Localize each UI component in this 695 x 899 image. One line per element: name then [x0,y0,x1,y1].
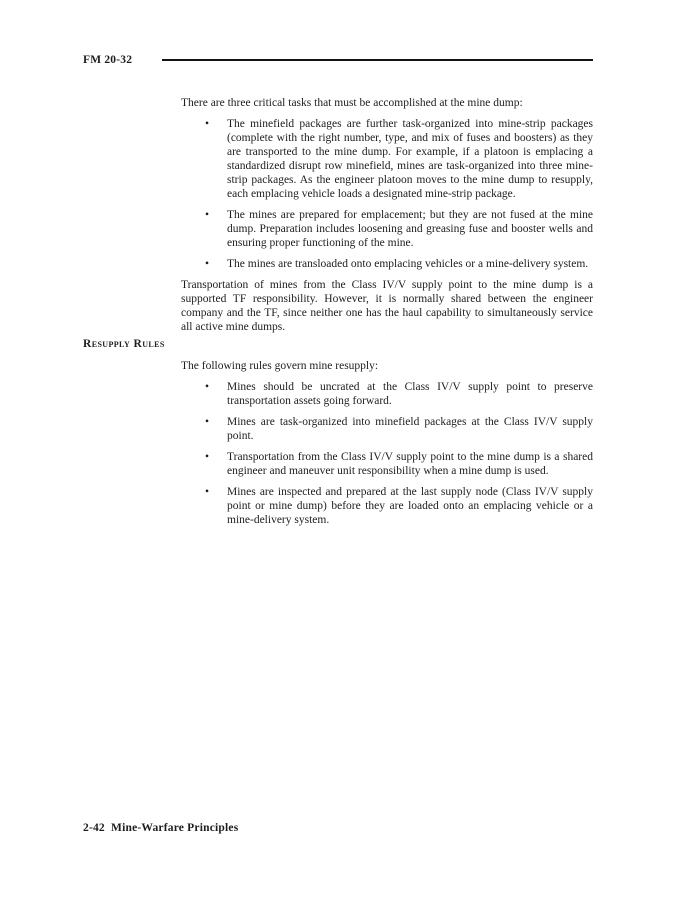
bullet-icon: • [205,486,210,498]
list-item [181,208,593,250]
list-item-text: Mines should be uncrated at the Class IV/V supply point to preserve transportation assets going forward. [227,381,593,407]
resupply-intro-paragraph: The following rules govern mine resupply: [181,360,379,372]
resupply-rules-list [181,380,593,527]
list-item-text: The mines are transloaded onto emplacing vehicles or a mine-delivery system. [227,258,589,270]
bullet-icon: • [205,381,210,393]
section-heading-resupply-rules: Resupply Rules [83,338,165,350]
list-item-text: The minefield packages are further task-organized into mine-strip packages (complete with the right number, type, and mix of fuses and boosters) as they are transported to the mine dump. For example, if a platoon is emplacing a standardized disrupt row minefield, mines are task-organized into three mine-strip packages. As the engineer platoon moves to the mine dump to resupply, each emplacing vehicle loads a designated mine-strip package. [227,118,593,200]
list-item [181,485,593,527]
transportation-paragraph: Transportation of mines from the Class IV/V supply point to the mine dump is a supported TF responsibility. However, it is normally shared between the engineer company and the TF, since neither one has the haul capability to simultaneously service all active mine dumps. [181,279,593,333]
page-footer: 2-42 Mine-Warfare Principles [83,822,239,834]
body-column [181,96,593,534]
list-item [181,257,593,271]
list-item [181,450,593,478]
bullet-icon: • [205,258,210,270]
mine-dump-task-list [181,117,593,271]
bullet-icon: • [205,416,210,428]
header-rule [162,59,593,61]
document-number: FM 20-32 [83,54,133,66]
page-header [83,54,593,66]
bullet-icon: • [205,451,210,463]
bullet-icon: • [205,209,210,221]
list-item-text: The mines are prepared for emplacement; but they are not fused at the mine dump. Preparation includes loosening and greasing fuse and booster wells and ensuring proper functioning of the mine. [227,209,593,249]
list-item [181,380,593,408]
bullet-icon: • [205,118,210,130]
list-item [181,415,593,443]
list-item-text: Mines are task-organized into minefield packages at the Class IV/V supply point. [227,416,593,442]
intro-paragraph: There are three critical tasks that must be accomplished at the mine dump: [181,97,523,109]
list-item-text: Mines are inspected and prepared at the last supply node (Class IV/V supply point or mine dump) before they are loaded onto an emplacing vehicle or a mine-delivery system. [227,486,593,526]
list-item [181,117,593,201]
list-item-text: Transportation from the Class IV/V supply point to the mine dump is a shared engineer and maneuver unit responsibility when a mine dump is used. [227,451,593,477]
